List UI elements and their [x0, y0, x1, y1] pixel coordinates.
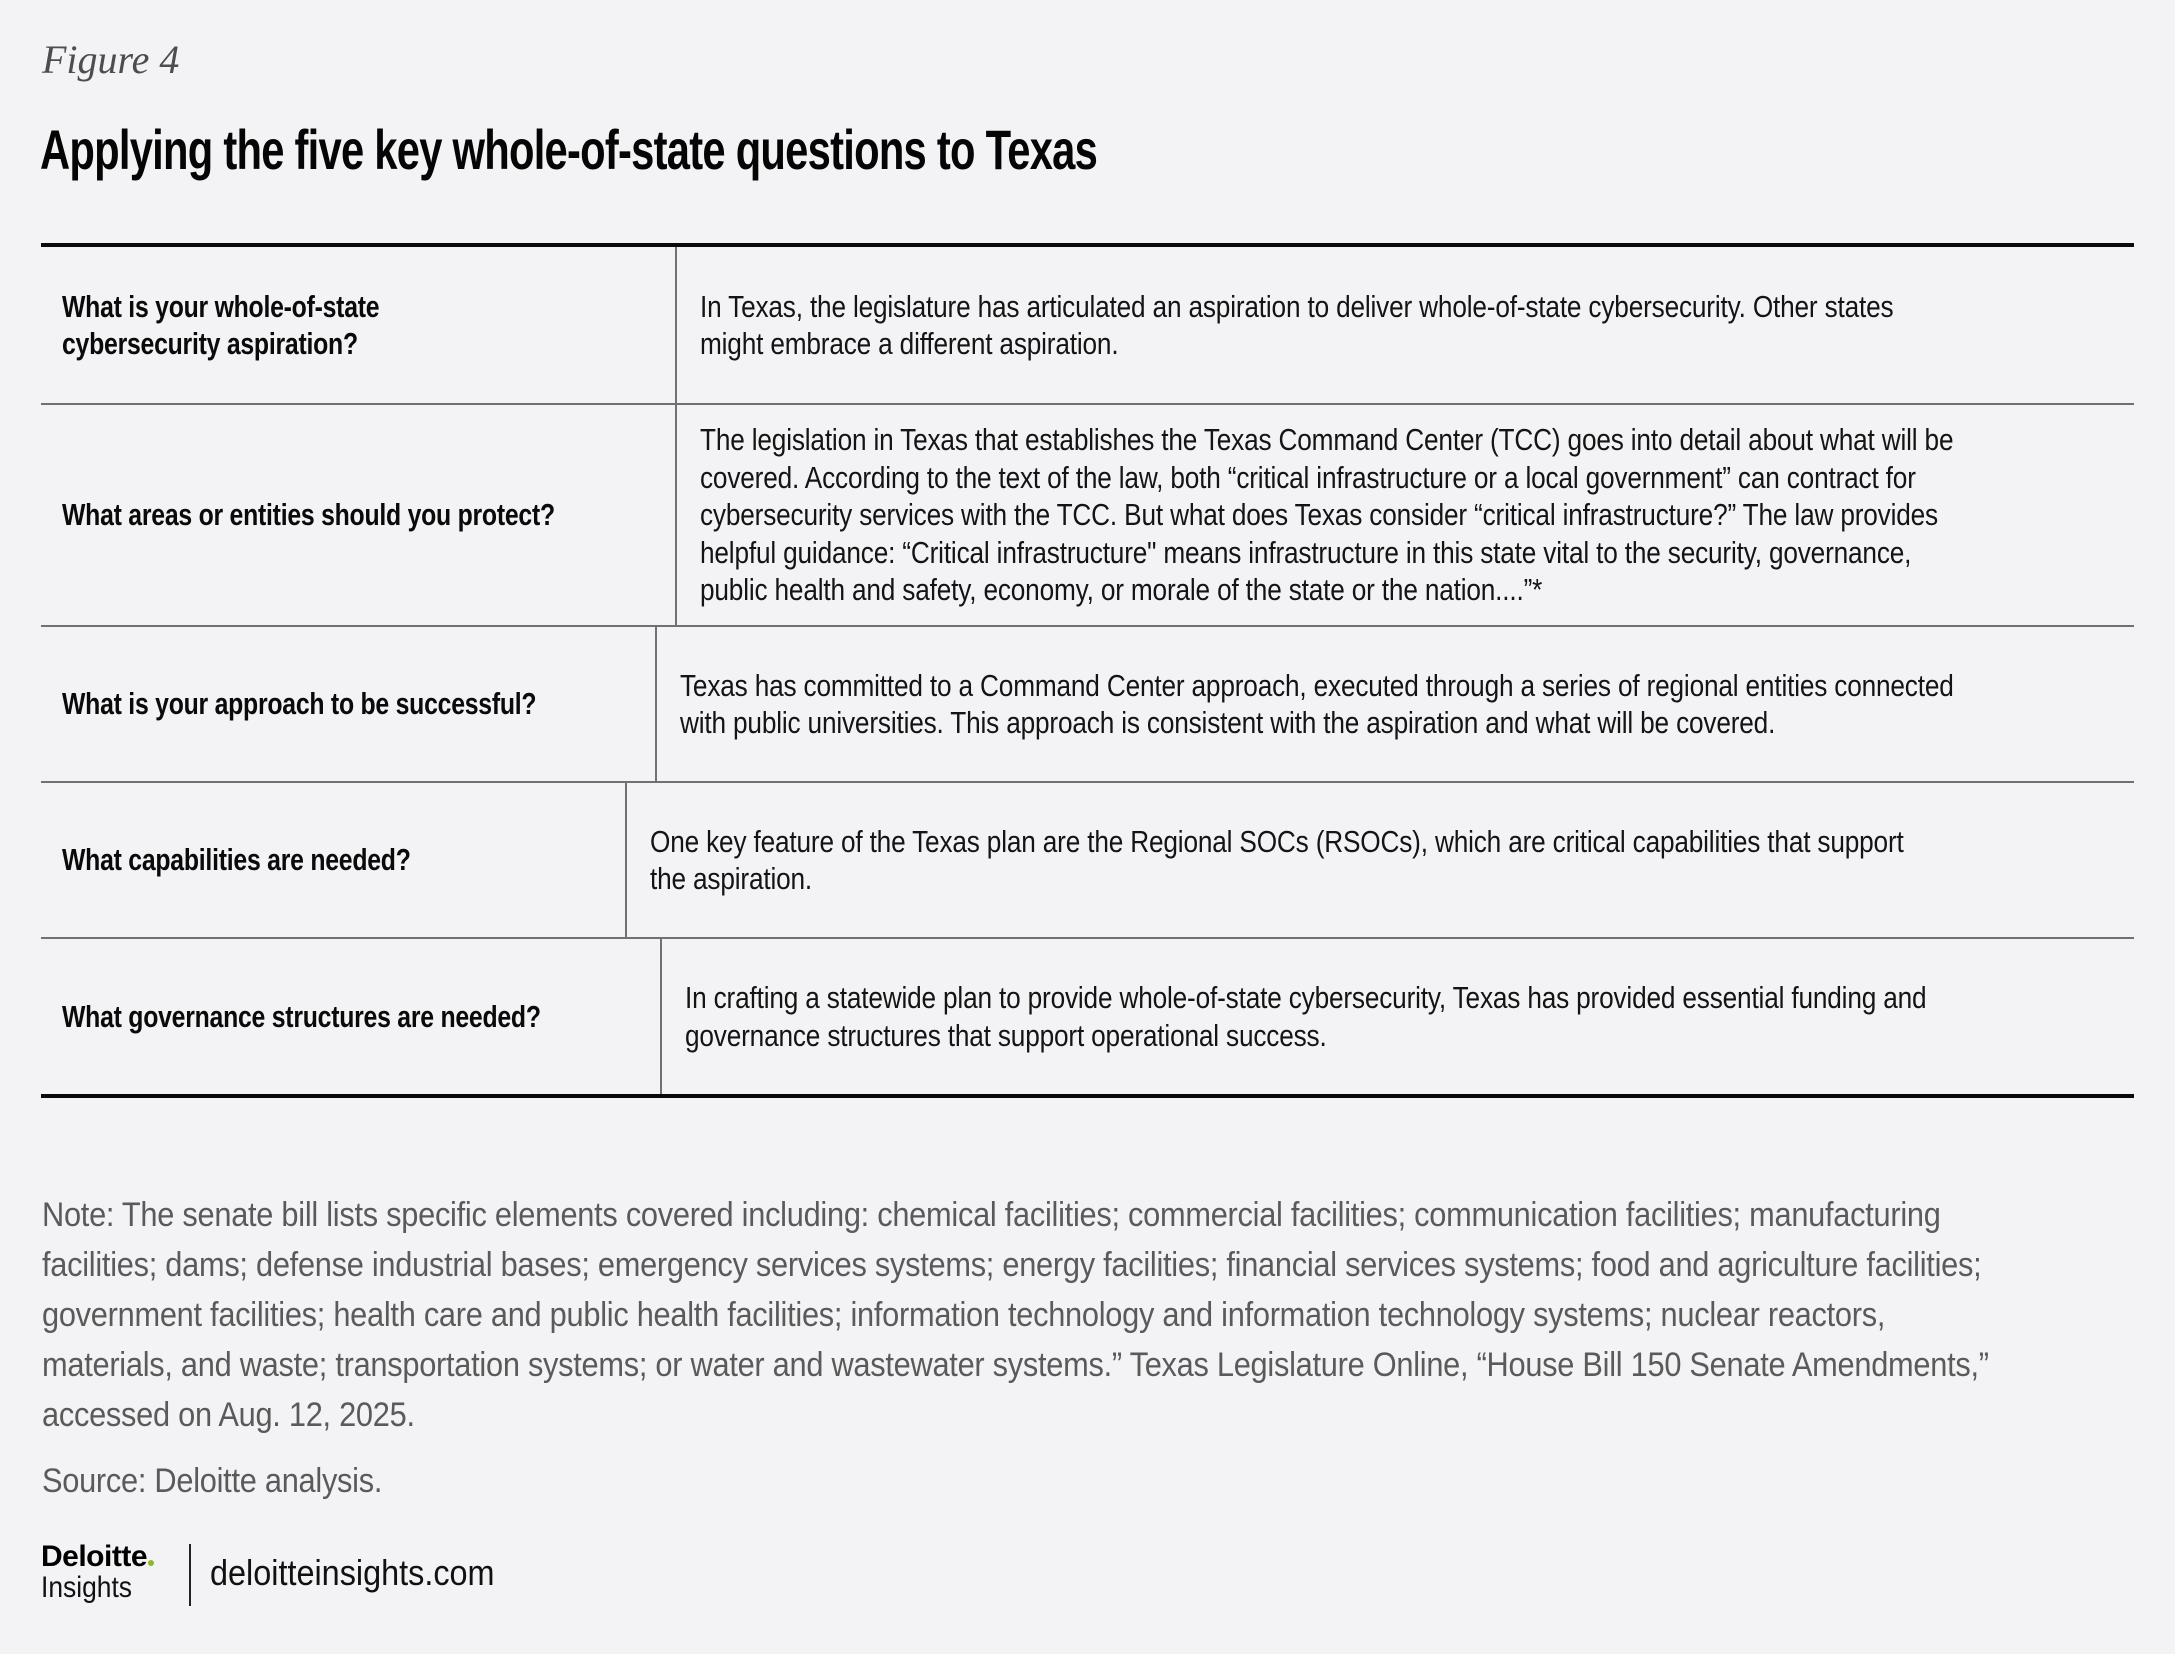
question-cell: [41, 627, 657, 781]
answer-text: the aspiration.: [650, 861, 813, 896]
answer-cell: [677, 405, 2175, 625]
logo-sub: Insights: [41, 1571, 132, 1604]
note-text: materials, and waste; transportation systems; or water and wastewater systems.” Texas Legislature Online, “House Bill 150 Senate Amendments,”: [42, 1346, 1989, 1384]
answer-text: The legislation in Texas that establishes the Texas Command Center (TCC) goes into detail about what will be: [700, 422, 1954, 458]
answer-cell: [662, 939, 2154, 1094]
footer-divider: [189, 1544, 191, 1606]
answer-text: covered. According to the text of the law, both “critical infrastructure or a local government” can contract for: [700, 459, 1916, 495]
note: [42, 1190, 2175, 1440]
logo-dot-icon: [148, 1560, 154, 1566]
answer-text: might embrace a different aspiration.: [700, 326, 1119, 361]
figure-label: Figure 4: [42, 37, 180, 82]
table-row: [41, 781, 2134, 937]
answer-cell: [677, 247, 2134, 403]
questions-table: [41, 243, 2134, 1098]
table-row: [41, 403, 2134, 625]
question-cell: [41, 247, 677, 403]
logo-brand: [41, 1540, 154, 1574]
question-text: What governance structures are needed?: [62, 998, 541, 1034]
footer-url-link[interactable]: deloitteinsights.com: [210, 1552, 495, 1593]
answer-text: with public universities. This approach is consistent with the aspiration and what will be covered.: [679, 705, 1776, 740]
note-text: government facilities; health care and public health facilities; information technology and information technology systems; nuclear reactors,: [42, 1296, 1886, 1334]
question-text: What capabilities are needed?: [62, 842, 411, 878]
answer-text: In Texas, the legislature has articulated an aspiration to deliver whole-of-state cybersecurity. Other states: [700, 288, 1894, 324]
answer-text: helpful guidance: “Critical infrastructure" means infrastructure in this state vital to the security, governance,: [700, 534, 1912, 570]
note-text: accessed on Aug. 12, 2025.: [42, 1396, 415, 1434]
answer-text: One key feature of the Texas plan are the Regional SOCs (RSOCs), which are critical capabilities that support: [650, 823, 1905, 859]
deloitte-insights-logo: [41, 1540, 181, 1612]
question-cell: [41, 783, 627, 937]
answer-cell: [657, 627, 2175, 781]
answer-text: cybersecurity services with the TCC. But what does Texas consider “critical infrastructure?” The law provides: [700, 497, 1938, 533]
question-cell: [41, 405, 677, 625]
note-text: facilities; dams; defense industrial bases; emergency services systems; energy facilities; financial services systems; food and agriculture facilities;: [42, 1246, 1982, 1284]
table-row: [41, 247, 2134, 403]
question-text: What is your whole-of-state: [62, 288, 380, 324]
figure-title: Applying the five key whole-of-state questions to Texas: [40, 118, 1098, 181]
answer-text: public health and safety, economy, or morale of the state or the nation....”*: [700, 572, 1543, 608]
question-text: What is your approach to be successful?: [62, 686, 537, 722]
table-row: [41, 937, 2134, 1094]
answer-text: Texas has committed to a Command Center approach, executed through a series of regional entities connected: [679, 667, 1954, 703]
table-row: [41, 625, 2134, 781]
question-text: cybersecurity aspiration?: [62, 326, 358, 361]
note-text: Note: The senate bill lists specific elements covered including: chemical facilities; commercial facilities; communication facilities; manufacturing: [42, 1196, 1941, 1234]
source-text: Source: Deloitte analysis.: [42, 1462, 383, 1500]
logo-brand-text: Deloitte: [41, 1540, 148, 1573]
answer-text: In crafting a statewide plan to provide whole-of-state cybersecurity, Texas has provided essential funding and: [685, 980, 1927, 1015]
answer-text: governance structures that support operational success.: [685, 1017, 1328, 1053]
source: [42, 1456, 418, 1506]
question-text: What areas or entities should you protect?: [62, 497, 555, 533]
answer-cell: [627, 783, 2134, 937]
question-cell: [41, 939, 662, 1094]
